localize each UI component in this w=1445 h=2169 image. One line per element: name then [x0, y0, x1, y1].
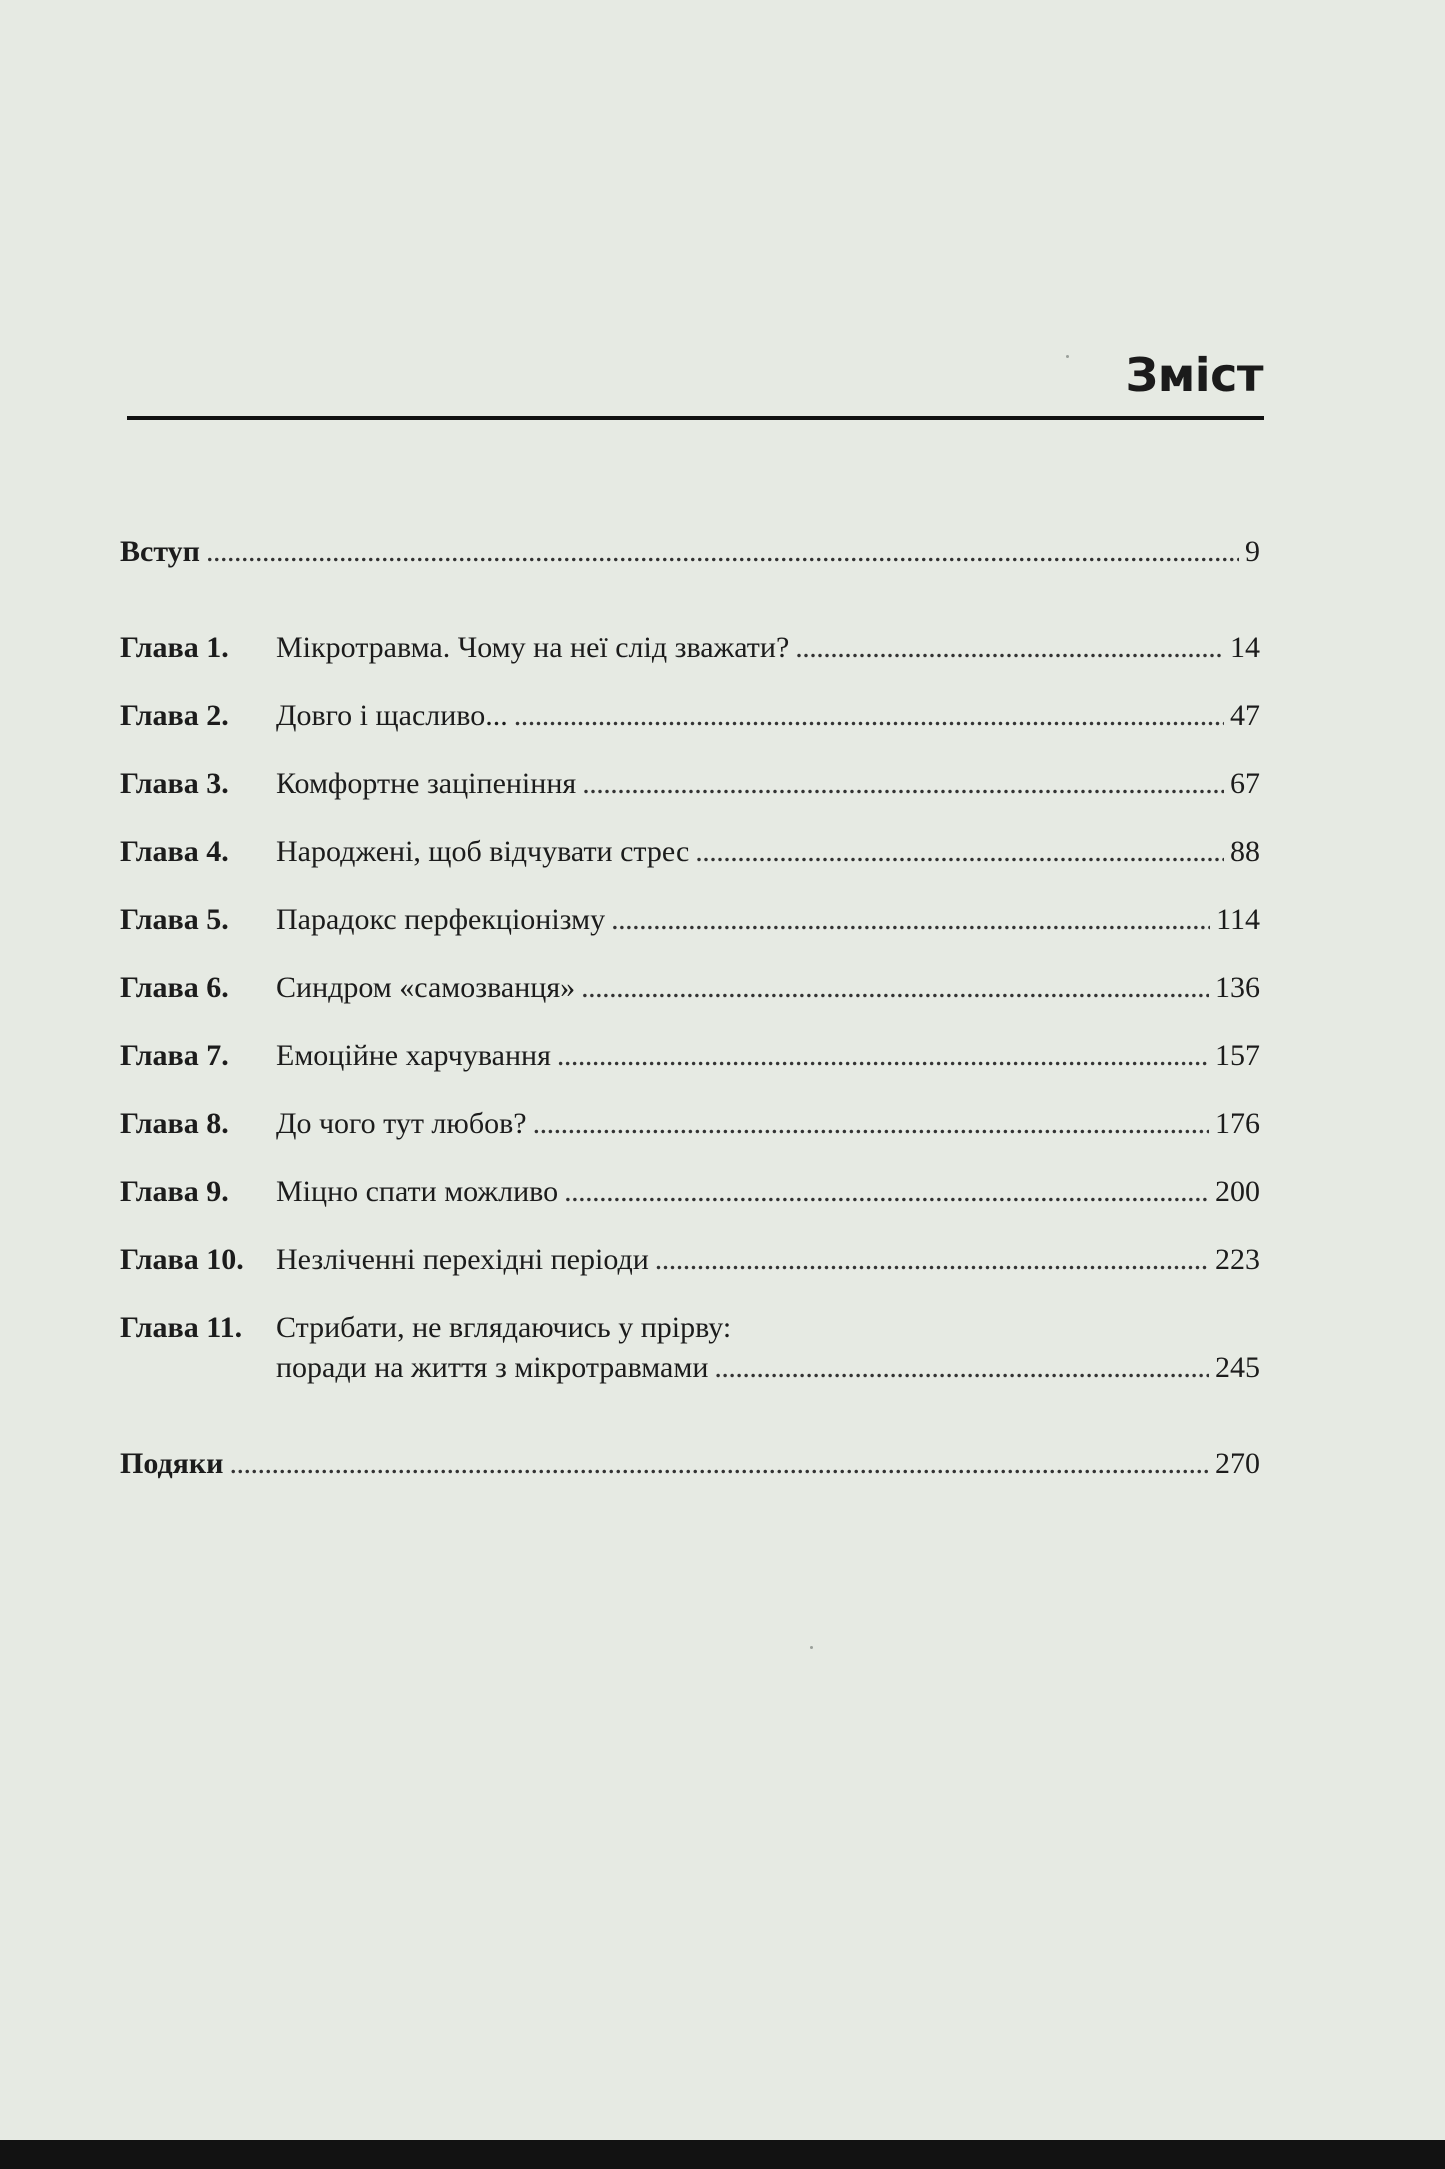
chapter-title: До чого тут любов?	[276, 1107, 527, 1140]
chapter-label: Глава 1.	[120, 631, 229, 664]
toc-page-number: 245	[1215, 1351, 1260, 1384]
toc-entry-chapter-11[interactable]	[120, 1308, 1260, 1388]
chapter-title: Незліченні перехідні періоди	[276, 1243, 649, 1276]
chapter-title: Емоційне харчування	[276, 1039, 551, 1072]
toc-page-number: 114	[1216, 903, 1260, 936]
chapter-label: Глава 2.	[120, 699, 229, 732]
toc-entry-chapter-10[interactable]	[120, 1240, 1260, 1280]
chapter-title-line-2: поради на життя з мікротравмами	[276, 1351, 709, 1384]
contents-heading: Зміст	[1125, 348, 1263, 402]
toc-page-number: 67	[1230, 767, 1260, 800]
toc-page-number: 88	[1230, 835, 1260, 868]
chapter-title: Міцно спати можливо	[276, 1175, 559, 1208]
leader-dots	[514, 696, 1224, 736]
chapter-title: Народжені, щоб відчувати стрес	[276, 835, 690, 868]
chapter-title: Синдром «самозванця»	[276, 971, 576, 1004]
leader-dots	[564, 1172, 1209, 1212]
leader-dots	[611, 900, 1210, 940]
toc-page-number: 270	[1215, 1447, 1260, 1480]
toc-page-number: 223	[1215, 1243, 1260, 1276]
heading-rule	[127, 416, 1264, 420]
paper-speck	[1066, 355, 1069, 358]
chapter-title: Мікротравма. Чому на неї слід зважати?	[276, 631, 790, 664]
leader-dots	[582, 764, 1224, 804]
toc-entry-chapter-9[interactable]	[120, 1172, 1260, 1212]
chapter-title: Комфортне заціпеніння	[276, 767, 577, 800]
toc-page-number: 176	[1215, 1107, 1260, 1140]
leader-dots	[655, 1240, 1209, 1280]
toc-page-number: 9	[1245, 535, 1260, 568]
toc-page-number: 47	[1230, 699, 1260, 732]
leader-dots	[581, 968, 1209, 1008]
chapter-label: Глава 3.	[120, 767, 229, 800]
chapter-label: Глава 11.	[120, 1311, 243, 1344]
chapter-label: Глава 5.	[120, 903, 229, 936]
chapter-title-line-1: Стрибати, не вглядаючись у прірву:	[276, 1311, 732, 1344]
toc-entry-chapter-4[interactable]	[120, 832, 1260, 872]
toc-entry-chapter-8[interactable]	[120, 1104, 1260, 1144]
toc-page-number: 136	[1215, 971, 1260, 1004]
chapter-title: Довго і щасливо...	[276, 699, 508, 732]
toc-entry-acknowledgements[interactable]	[120, 1444, 1260, 1484]
toc-entry-title: Вступ	[120, 535, 200, 568]
toc-page-number: 14	[1230, 631, 1260, 664]
chapter-label: Глава 7.	[120, 1039, 229, 1072]
toc-page-number: 200	[1215, 1175, 1260, 1208]
toc-entry-intro[interactable]	[120, 532, 1260, 572]
leader-dots	[206, 532, 1239, 572]
toc-entry-chapter-6[interactable]	[120, 968, 1260, 1008]
paper-speck	[810, 1646, 813, 1649]
toc-entry-chapter-1[interactable]	[120, 628, 1260, 668]
chapter-label: Глава 10.	[120, 1243, 244, 1276]
leader-dots	[533, 1104, 1209, 1144]
toc-entry-chapter-7[interactable]	[120, 1036, 1260, 1076]
toc-entry-chapter-5[interactable]	[120, 900, 1260, 940]
chapter-label: Глава 4.	[120, 835, 229, 868]
leader-dots	[229, 1444, 1209, 1484]
toc-entry-chapter-2[interactable]	[120, 696, 1260, 736]
page-bottom-edge	[0, 2140, 1445, 2169]
toc-entry-chapter-3[interactable]	[120, 764, 1260, 804]
chapter-label: Глава 6.	[120, 971, 229, 1004]
leader-dots	[695, 832, 1224, 872]
leader-dots	[714, 1348, 1209, 1388]
chapter-title: Парадокс перфекціонізму	[276, 903, 606, 936]
chapter-label: Глава 8.	[120, 1107, 229, 1140]
leader-dots	[557, 1036, 1209, 1076]
leader-dots	[795, 628, 1224, 668]
table-of-contents	[120, 532, 1260, 1484]
toc-entry-title: Подяки	[120, 1447, 224, 1480]
chapter-label: Глава 9.	[120, 1175, 229, 1208]
toc-page-number: 157	[1215, 1039, 1260, 1072]
